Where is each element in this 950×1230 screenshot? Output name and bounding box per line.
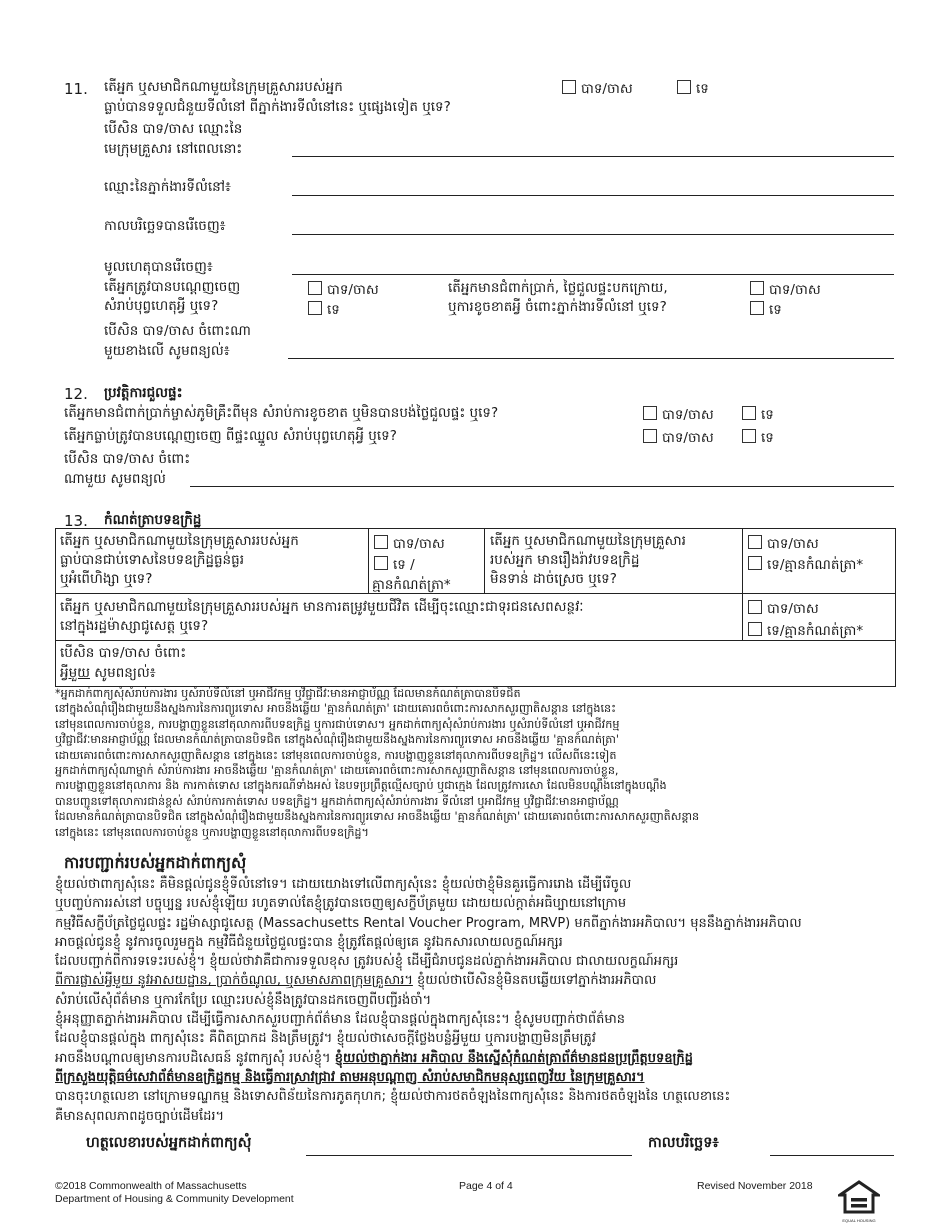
cert-line: គឺមានសុពលភាពដូចច្បាប់ដើមដែរ។ — [55, 1108, 225, 1124]
cert-line: កម្មវិធីសក្ខីប័ត្រថ្លៃជួលផ្ទះ រដ្ឋម៉ាស្សាជូសេត្ត (Massachusetts Rental Voucher Program, MRVP) មកពីភ្នាក់ងារអភិបាល។ មុននឹងភ្នាក់ងារអភិបាល — [55, 915, 802, 931]
s11-explain-line1: បើសិន បាទ/ចាស ចំពោះណា — [104, 323, 251, 339]
s13-q3-yes[interactable]: បាទ/ចាស — [748, 600, 819, 620]
head-of-household-field[interactable] — [292, 156, 894, 157]
checkbox[interactable] — [748, 622, 762, 636]
cert-line: ពីក្រសួងយុត្តិធម៌សេវាព័ត៌មានឧក្រិដ្ឋកម្ម និងធ្វើការស្រាវជ្រាវ តាមអនុបណ្តាញ សំរាប់សមាជិកមនុស្សពេញវ័យ នៃក្រុមគ្រួសារ។ — [55, 1069, 645, 1085]
checkbox[interactable] — [750, 281, 764, 295]
s11-evicted-line1: តើអ្នកត្រូវបានបណ្តេញចេញ — [104, 279, 241, 295]
section-13-number: 13. — [64, 512, 88, 530]
s11-owe-yes[interactable]: បាទ/ចាស — [750, 281, 821, 301]
s12-explain-line2: ណាមួយ សូមពន្យល់ — [64, 471, 166, 487]
s13-q3-line2: នៅក្នុងរដ្ឋម៉ាស្សាជូសេត្ត ឬទេ? — [60, 618, 209, 634]
s11-evicted-yes[interactable]: បាទ/ចាស — [308, 281, 379, 301]
s11-no-option[interactable]: ទេ — [677, 80, 709, 100]
s13-q3-no[interactable]: ទេ/គ្មានកំណត់ត្រា* — [748, 622, 863, 642]
section-11-number: 11. — [64, 80, 88, 98]
house-icon — [838, 1180, 880, 1216]
s11-explain-field[interactable] — [288, 358, 894, 359]
footer-page-number: Page 4 of 4 — [459, 1180, 513, 1192]
s13-q2-line2: របស់អ្នក មានរឿងរ៉ាវបទឧក្រិដ្ឋ — [490, 552, 640, 568]
s11-ifyes-line1: បើសិន បាទ/ចាស ឈ្មោះនៃ — [104, 121, 243, 137]
checkbox[interactable] — [643, 406, 657, 420]
checkbox[interactable] — [742, 406, 756, 420]
cert-line: អាចនឹងបណ្តាលឲ្យមានការបដិសេធន៍ នូវពាក្យសុំ របស់ខ្ញុំ។ ខ្ញុំយល់ថាភ្នាក់ងារ អភិបាល នឹងស្នើសុំកំណត់ត្រាព័ត៌មានជនប្រព្រឹត្តបទឧក្រិដ្ឋ — [55, 1050, 693, 1066]
checkbox[interactable] — [374, 535, 388, 549]
s13-q1-line1: តើអ្នក ឬសមាជិកណាមួយនៃក្រុមគ្រួសាររបស់អ្នក — [60, 533, 299, 549]
s12-question-2: តើអ្នកធ្លាប់ត្រូវបានបណ្តេញចេញ ពីផ្ទះឈ្នួល សំរាប់បុព្វហេតុអ្វី ឬទេ? — [64, 428, 397, 444]
s12-q1-no[interactable]: ទេ — [742, 406, 774, 426]
s12-explain-line1: បើសិន បាទ/ចាស ចំពោះ — [64, 451, 191, 467]
cert-line: ដែលបញ្ជាក់ពីការទទេះរបស់ខ្ញុំ។ ខ្ញុំយល់ថាវាគឺជាការទទួលខុស ត្រូវរបស់ខ្ញុំ ដើម្បីជំរាបជូនដល់ភ្នាក់ងារអភិបាល ជាលាយលក្ខណ៍អក្សរ — [55, 954, 679, 970]
footnote-line: ឬវិជ្ជាជីវៈមានអាជ្ញាប័ណ្ណ ដែលមានកំណត់ត្រាបានបិទជិត នៅក្នុងសំណុំរឿងជាមួយនឹងស្នងការនៃការព្យួរទោស អាចនឹងឆ្លើយ 'គ្មានកំណត់ត្រា' — [55, 733, 619, 747]
s12-question-1: តើអ្នកមានជំពាក់ប្រាក់ម្ចាស់ភូមិគ្រឹះពីមុន សំរាប់ការខូចខាត ឬមិនបានបង់ថ្លៃជួលផ្ទះ ឬទេ? — [64, 405, 499, 421]
s12-q2-yes[interactable]: បាទ/ចាស — [643, 429, 714, 449]
agency-name-field[interactable] — [292, 195, 894, 196]
s11-reason-label: មូលហេតុបានរើចេញ៖ — [104, 259, 213, 275]
date-field[interactable] — [770, 1155, 894, 1156]
cert-line: ខ្ញុំយល់ថាពាក្យសុំនេះ គឺមិនផ្តល់ជូនខ្ញុំទីលំនៅទេ។ ដោយយោងទៅលើពាក្យសុំនេះ ខ្ញុំយល់ថាខ្ញុំមិនគួរធ្វើការរោង ដើម្បីរើចូល — [55, 877, 632, 892]
cert-line: ពីការផ្លាស់អ្វីមួយ នូវអាសយដ្ឋាន, ប្រាក់ចំណូល, ឬសមាសភាពក្រុមគ្រួសារ។ ខ្ញុំយល់ថាបើសិនខ្ញុំមិនតបឆ្លើយទៅភ្នាក់ងារអភិបាល — [55, 973, 657, 989]
equal-housing-text: EQUAL HOUSING — [842, 1218, 876, 1223]
signature-field[interactable] — [306, 1155, 632, 1156]
cert-line: ខ្ញុំអនុញ្ញាតភ្នាក់ងារអភិបាល ដើម្បីធ្វើការសាកសួរបញ្ជាក់ព័ត៌មាន ដែលខ្ញុំបានផ្តល់ក្នុងពាក្យសុំនេះ។ ខ្ញុំសូមបញ្ជាក់ថាព័ត៌មាន — [55, 1012, 626, 1028]
checkbox[interactable] — [643, 429, 657, 443]
footer-department: Department of Housing & Community Development — [55, 1193, 294, 1205]
s11-explain-line2: មួយខាងលើ សូមពន្យល់៖ — [104, 343, 230, 359]
s13-q1-yes[interactable]: បាទ/ចាស — [374, 535, 445, 555]
checkbox[interactable] — [748, 556, 762, 570]
s13-q1-line2: ធ្លាប់បានជាប់ទោសនៃបទឧក្រិដ្ឋធ្ងន់ធ្ងរ — [60, 552, 244, 568]
dates-field[interactable] — [292, 234, 894, 235]
footnote-line: *អ្នកដាក់ពាក្យសុំសំរាប់ការងារ ឬសំរាប់ទីលំនៅ ឬអាជីវកម្ម ឬវិជ្ជាជីវៈមានអាជ្ញាប័ណ្ណ ដែលមានកំណត់ត្រាបានបិទជិត — [55, 687, 521, 700]
s11-evicted-no[interactable]: ទេ — [308, 301, 340, 321]
footer-revised: Revised November 2018 — [697, 1180, 813, 1192]
footnote-block — [55, 686, 699, 840]
s11-yes-option[interactable]: បាទ/ចាស — [562, 80, 633, 100]
s12-title: ប្រវត្តិការជួលផ្ទះ — [104, 385, 183, 401]
cert-line: ឬបញ្ចប់ការរស់នៅ បច្ចុប្បន្ន របស់ខ្ញុំឡើយ រហូតទាល់តែខ្ញុំត្រូវបានចេញឲ្យសក្ខីប័ត្រមួយ ដោយយល់ក្តាត់អធិប្បាយនៅក្រោម — [55, 896, 627, 912]
table-divider — [484, 528, 485, 593]
s12-q2-no[interactable]: ទេ — [742, 429, 774, 449]
s13-explain-line2: អ្វីមួយ សូមពន្យល់៖ — [60, 665, 156, 681]
s12-explain-field[interactable] — [190, 486, 894, 487]
certification-paragraph-1 — [55, 875, 802, 1126]
footnote-line: ដែលមានកំណត់ត្រាបានបិទជិត នៅក្នុងសំណុំរឿងជាមួយនឹងស្នងការនៃការព្យួរទោស អាចនឹងឆ្លើយ 'គ្មានកំណត់ត្រា' ដោយគោរពចំពោះការសាកសួរញាតិសន្តាន — [55, 810, 700, 824]
section-12-number: 12. — [64, 385, 88, 403]
footnote-line: នៅក្នុងសំណុំរឿងជាមួយនឹងស្នងការនៃការព្យួរទោស អាចនឹងឆ្លើយ 'គ្មានកំណត់ត្រា' ដោយគោរពចំពោះការសាកសួរញាតិសន្តាន នៅក្នុងនេះ — [55, 702, 617, 716]
s13-q2-yes[interactable]: បាទ/ចាស — [748, 535, 819, 555]
s13-q2-line1: តើអ្នក ឬសមាជិកណាមួយនៃក្រុមគ្រួសារ — [490, 533, 686, 549]
certification-title: ការបញ្ជាក់របស់អ្នកដាក់ពាក្យសុំ — [64, 853, 247, 872]
s13-explain-line1: បើសិន បាទ/ចាស ចំពោះ — [60, 645, 187, 661]
equal-housing-icon — [838, 1180, 880, 1226]
s11-evicted-line2: សំរាប់បុព្វហេតុអ្វី ឬទេ? — [104, 298, 219, 314]
s13-q1-no[interactable]: ទេ / — [374, 556, 415, 576]
checkbox[interactable] — [677, 80, 691, 94]
s13-q2-no[interactable]: ទេ/គ្មានកំណត់ត្រា* — [748, 556, 863, 576]
s13-title: កំណត់ត្រាបទឧក្រិដ្ឋ — [104, 512, 202, 528]
cert-line: អាចផ្តល់ជូនខ្ញុំ នូវការចូលរួមក្នុង កម្មវិធីជំនួយថ្លៃជួលផ្ទះបាន ខ្ញុំត្រូវតែផ្តល់ឲ្យគេ នូវឯកសារលាយលក្ខណ៍អក្សរ — [55, 934, 563, 950]
checkbox[interactable] — [562, 80, 576, 94]
s13-q1-no-record: គ្មានកំណត់ត្រា* — [372, 577, 451, 593]
footer-copyright: ©2018 Commonwealth of Massachusetts — [55, 1180, 247, 1192]
s12-q1-yes[interactable]: បាទ/ចាស — [643, 406, 714, 426]
cert-line: ដែលខ្ញុំបានផ្តល់ក្នុង ពាក្យសុំនេះ គឺពិតប្រាកដ និងត្រឹមត្រូវ។ ខ្ញុំយល់ថាសេចក្តីថ្លែងបន្លំអ្វីមួយ ឬការបង្ហាញមិនត្រឹមត្រូវ — [55, 1031, 596, 1047]
reason-field[interactable] — [292, 274, 894, 275]
footnote-line: អ្នកដាក់ពាក្យសុំណាម្នាក់ សំរាប់ការងារ អាចនឹងឆ្លើយ 'គ្មានកំណត់ត្រា' ដោយគោរពចំពោះការសាកសួរញាតិសន្តាន នៅមុនពេលការចាប់ខ្លួន, — [55, 764, 619, 778]
checkbox[interactable] — [750, 301, 764, 315]
footnote-line: ការបង្ហាញខ្លួននៅតុលាការ និង ការកាត់ទោស នៅក្នុងករណីទាំងអស់ នៃបទប្រព្រឹត្តល្មើសច្បាប់ ឬជាក្មេង ដែលត្រូវការសោ ដែលមិនបណ្តឹងនៅក្នុងបណ្តឹង — [55, 779, 667, 793]
table-divider — [742, 528, 743, 640]
s11-owe-line1: តើអ្នកមានជំពាក់ប្រាក់, ថ្លៃជួលផ្ទះបកក្រោយ, — [448, 280, 668, 296]
s13-q2-line3: មិនទាន់ ដាច់ស្រេច ឬទេ? — [490, 571, 617, 587]
s11-question-line2: ធ្លាប់បានទទួលជំនួយទីលំនៅ ពីភ្នាក់ងារទីលំនៅនេះ ឬផ្សេងទៀត ឬទេ? — [104, 99, 451, 115]
signature-label: ហត្ថលេខារបស់អ្នកដាក់ពាក្យសុំ — [86, 1135, 252, 1151]
s13-q3-line1: តើអ្នក ឬសមាជិកណាមួយនៃក្រុមគ្រួសាររបស់អ្នក មានការតម្រូវមួយជីវិត ដើម្បីចុះឈ្មោះជាទុរជនសេពសន្ថវៈ — [60, 599, 584, 615]
footnote-line: ដោយគោរពចំពោះការសាកសួរញាតិសន្តាន នៅក្នុងនេះ នៅមុនពេលការចាប់ខ្លួន, ការបង្ហាញខ្លួននៅតុលាការពីបទឧក្រិដ្ឋ។ លើសពីនេះទៀត — [55, 748, 617, 762]
table-divider — [368, 528, 369, 593]
s13-q1-line3: ឬអំពើហិង្សា ឬទេ? — [60, 571, 153, 587]
checkbox[interactable] — [308, 301, 322, 315]
checkbox[interactable] — [742, 429, 756, 443]
s11-owe-line2: ឬការខូចខាតអ្វី ចំពោះភ្នាក់ងារទីលំនៅ ឬទេ? — [448, 299, 667, 315]
s11-owe-no[interactable]: ទេ — [750, 301, 782, 321]
checkbox[interactable] — [748, 600, 762, 614]
table-divider — [55, 593, 895, 594]
footnote-line: បានបញ្ជូនទៅតុលាការជាន់ខ្ពស់ សំរាប់ការកាត់ទោស បទឧក្រិដ្ឋ។ អ្នកដាក់ពាក្យសុំសំរាប់ការងារ ទីលំនៅ ឬអាជីវកម្ម ឬវិជ្ជាជីវៈមានអាជ្ញាប័ណ្ណ — [55, 794, 619, 808]
checkbox[interactable] — [748, 535, 762, 549]
cert-line: បានចុះហត្ថលេខា នៅក្រោមទណ្ឌកម្ម និងទោសពិន័យនៃការភូតកុហក; ខ្ញុំយល់ថាការថតចំឡងនៃពាក្យសុំនេះ និងការថតចំឡងនៃ ហត្ថលេខានេះ — [55, 1089, 731, 1105]
s11-ifyes-line2: មេក្រុមគ្រួសារ នៅពេលនោះ — [104, 141, 243, 157]
s11-agency-label: ឈ្មោះនៃភ្នាក់ងារទីលំនៅ៖ — [104, 179, 231, 195]
checkbox[interactable] — [308, 281, 322, 295]
s11-question-line1: តើអ្នក ឬសមាជិកណាមួយនៃក្រុមគ្រួសាររបស់អ្នក — [104, 79, 343, 95]
footnote-line: នៅមុនពេលការចាប់ខ្លួន, ការបង្ហាញខ្លួននៅតុលាការពីបទឧក្រិដ្ឋ ឬការជាប់ទោស។ អ្នកដាក់ពាក្យសុំសំរាប់ការងារ ឬសំរាប់ទីលំនៅ ឬអាជីវកម្ម — [55, 717, 620, 731]
footnote-line: នៅក្នុងនេះ នៅមុនពេលការចាប់ខ្លួន ឬការបង្ហាញខ្លួននៅតុលាការពីបទឧក្រិដ្ឋ។ — [55, 825, 369, 839]
checkbox[interactable] — [374, 556, 388, 570]
cert-line: សំរាប់លើសុំព័ត៌មាន ឬការកែប្រែ ឈ្មោះរបស់ខ្ញុំនឹងត្រូវបានដកចេញពីបញ្ជីរង់ចាំ។ — [55, 992, 432, 1008]
date-label: កាលបរិច្ឆេទ៖ — [648, 1135, 719, 1151]
s11-dates-label: កាលបរិច្ឆេទបានរើចេញ៖ — [104, 218, 226, 234]
